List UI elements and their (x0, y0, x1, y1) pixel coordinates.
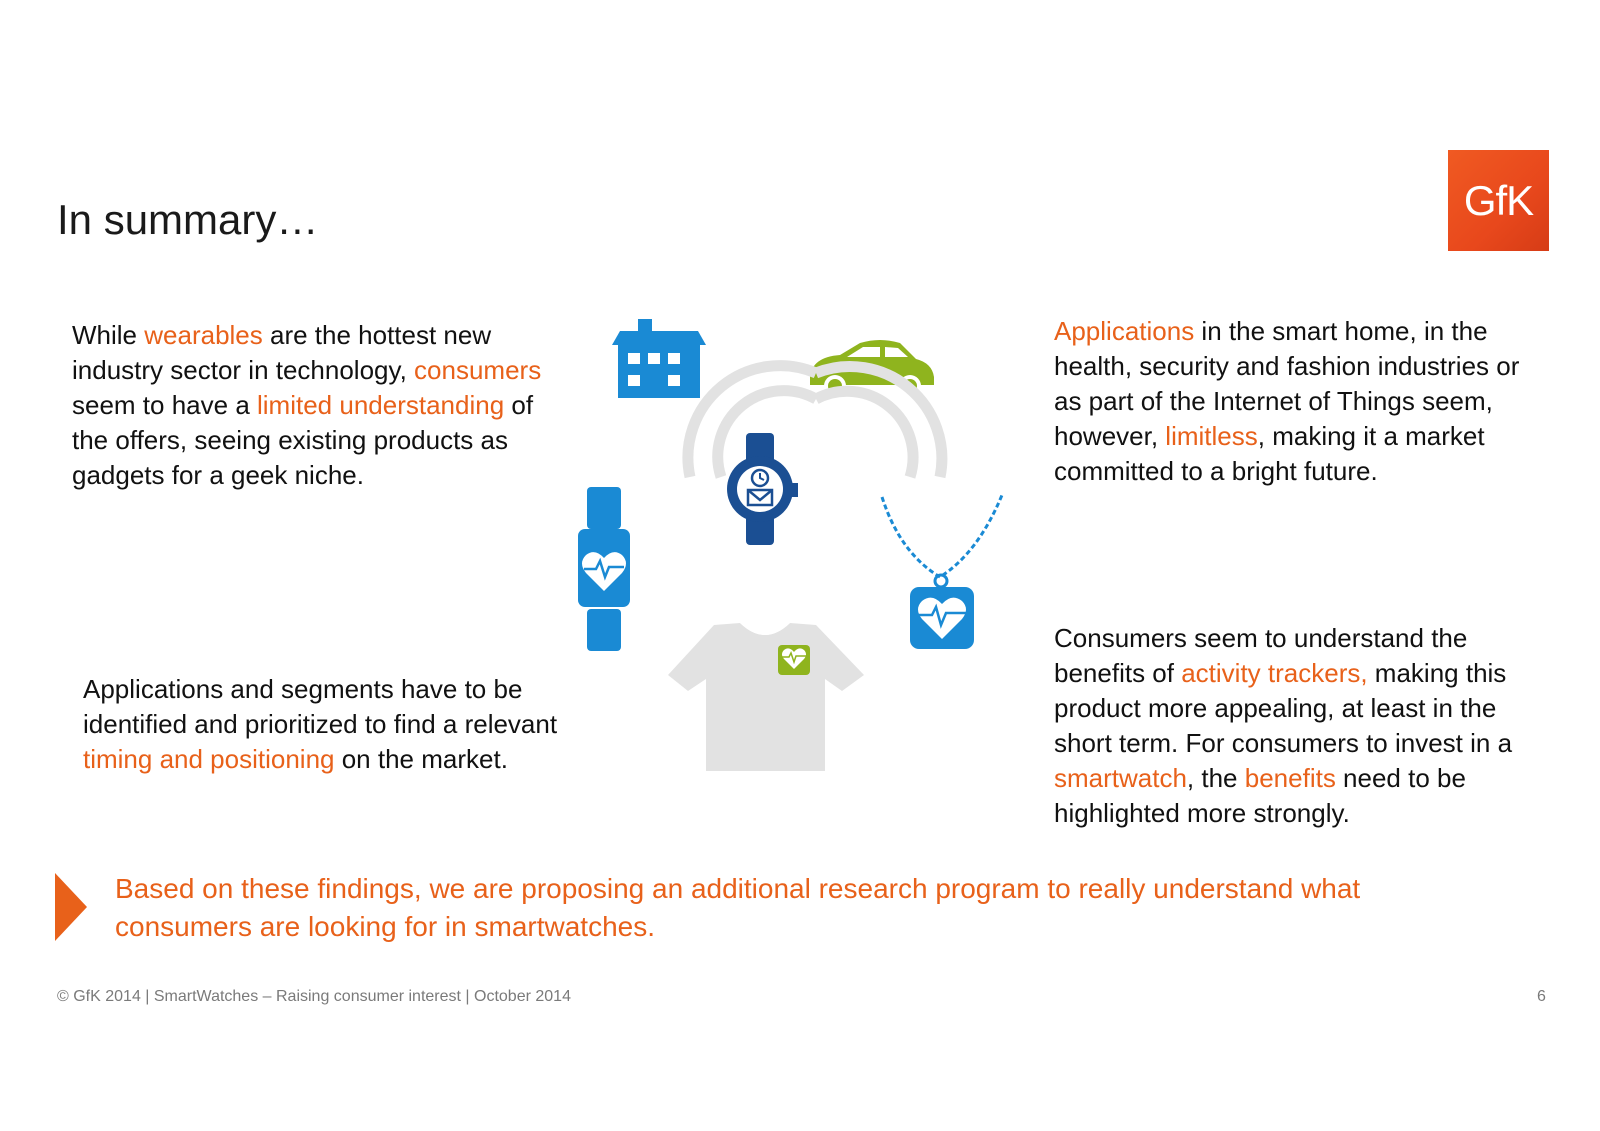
highlighted-text: activity trackers, (1181, 658, 1368, 688)
highlighted-text: limitless (1165, 421, 1258, 451)
text-block-wearables (72, 318, 552, 493)
body-text: on the market. (334, 744, 508, 774)
cta-arrow-icon (55, 873, 87, 941)
highlighted-text: limited understanding (257, 390, 505, 420)
footer-copyright: © GfK 2014 | SmartWatches – Raising consumer interest | October 2014 (57, 988, 571, 1005)
page-number: 6 (1537, 988, 1546, 1005)
highlighted-text: benefits (1244, 763, 1336, 793)
body-text: seem to have a (72, 390, 257, 420)
activity-band-icon (578, 487, 630, 651)
body-text: While (72, 320, 145, 350)
house-icon (612, 319, 706, 398)
text-block-applications-limitless (1054, 314, 1554, 489)
body-text: , the (1186, 763, 1245, 793)
smart-shirt-icon (668, 623, 864, 771)
call-to-action: Based on these findings, we are proposing an additional research program to really understand what consumers are looking for in smartwatches. (115, 873, 1361, 942)
body-text: need to be highlighted more strongly. (1054, 763, 1466, 828)
body-text: Consumers seem to understand the benefits of (1054, 623, 1468, 688)
highlighted-text: wearables (144, 320, 263, 350)
text-block-activity-trackers (1054, 621, 1554, 831)
heart-pendant-icon (882, 495, 1002, 649)
body-text: in the smart home, in the health, security and fashion industries or as part of the Internet of Things seem, however, (1054, 316, 1520, 451)
body-text: , making it a market committed to a bright future. (1054, 421, 1485, 486)
highlighted-text: consumers (414, 355, 542, 385)
body-text: making this product more appealing, at least in the short term. For consumers to invest in a (1054, 658, 1513, 758)
body-text: of the offers, seeing existing products as gadgets for a geek niche. (72, 390, 534, 490)
page-title: In summary… (57, 196, 319, 243)
smartwatch-icon (727, 433, 798, 545)
text-block-applications-segments (83, 672, 563, 777)
body-text: are the hottest new industry sector in technology, (72, 320, 492, 385)
gfk-logo: GfK (1448, 150, 1549, 251)
highlighted-text: smartwatch (1054, 763, 1187, 793)
highlighted-text: Applications (1054, 316, 1195, 346)
body-text: Applications and segments have to be identified and prioritized to find a relevant (83, 674, 558, 739)
highlighted-text: timing and positioning (83, 744, 335, 774)
wearables-illustration (560, 315, 1040, 795)
